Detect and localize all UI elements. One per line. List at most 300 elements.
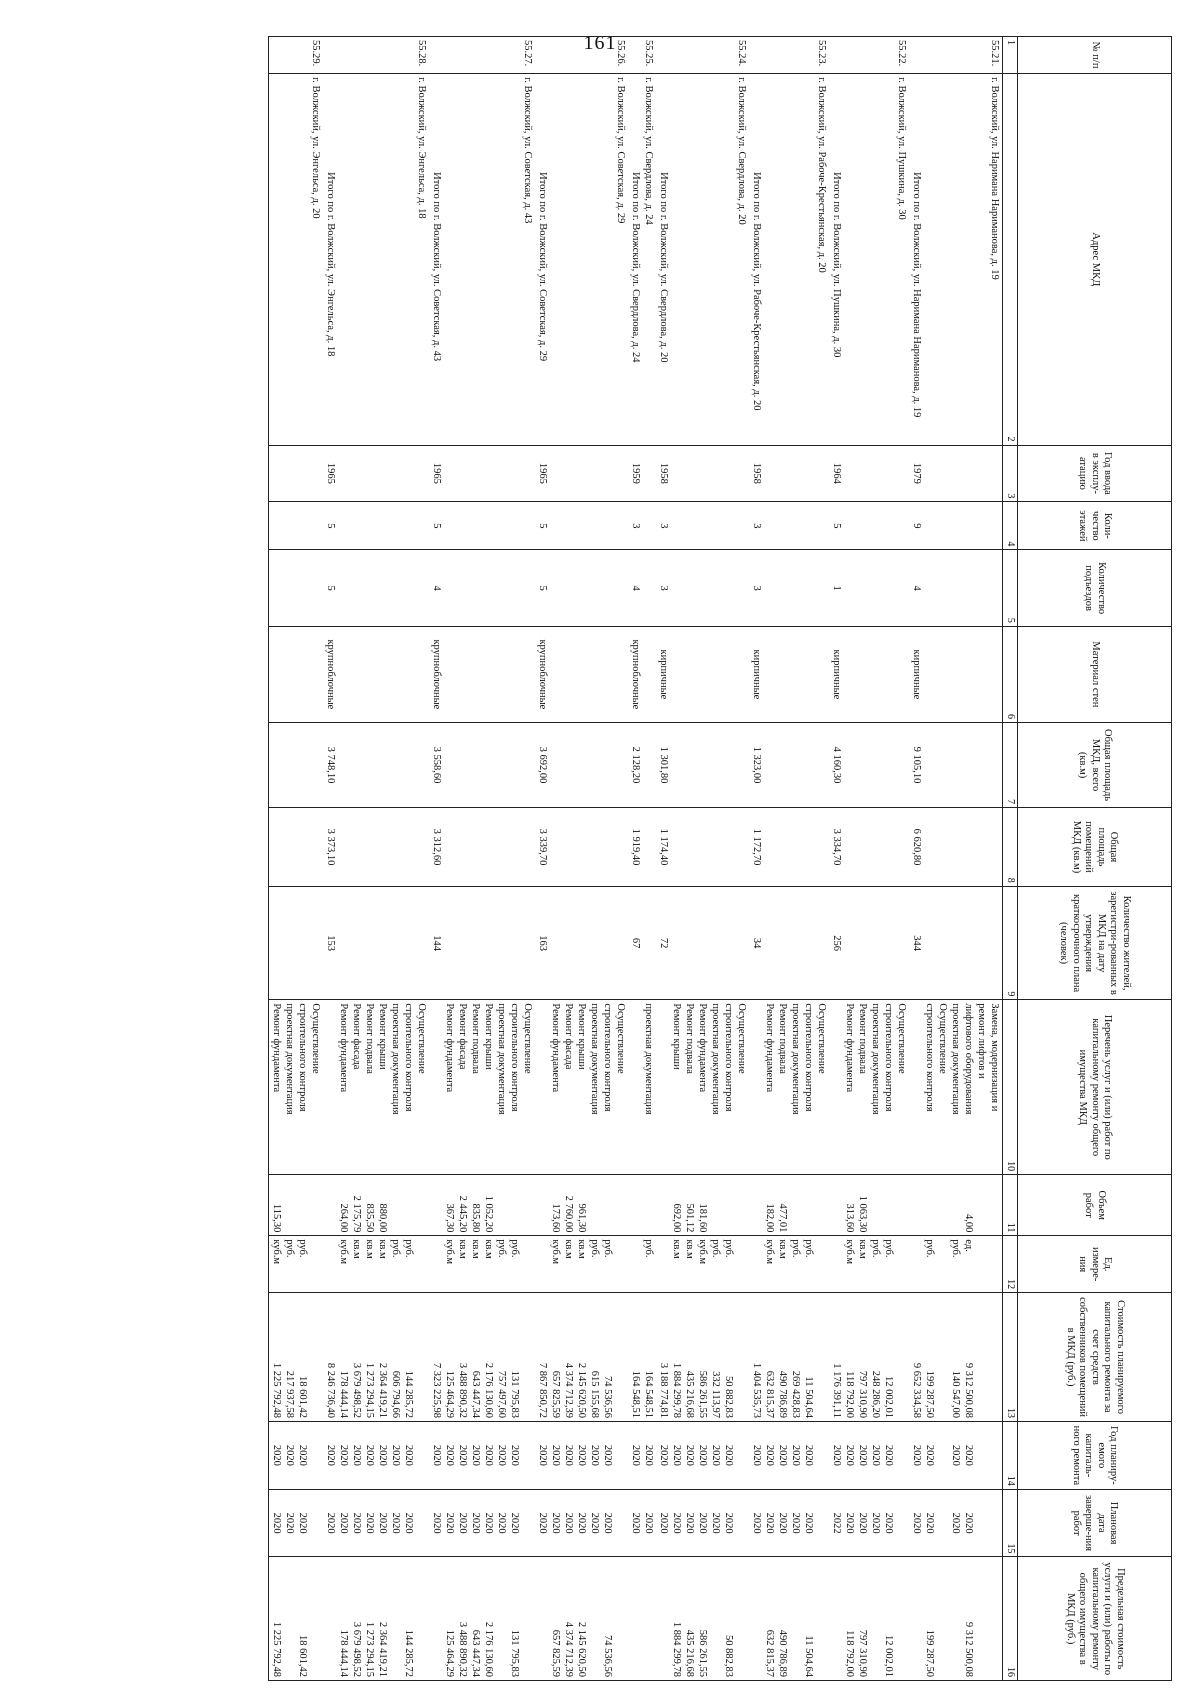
commission-year-line	[936, 449, 949, 499]
commission-year-line	[443, 449, 456, 499]
completion-year-line: 2020	[857, 1512, 868, 1534]
completion-year-line: 2020	[630, 1512, 641, 1534]
plan-year	[829, 1422, 909, 1490]
work-volume-line	[735, 1178, 748, 1232]
area-premises-line	[722, 811, 735, 883]
area-total-line	[696, 726, 709, 804]
plan-year-line: 2020	[589, 1444, 600, 1466]
wall-material	[829, 626, 909, 722]
area-premises-line	[882, 811, 895, 883]
entrances-line	[521, 553, 534, 622]
column-header-3: Год ввода в эксплу-атацию	[1018, 445, 1172, 502]
residents-line: 67	[630, 937, 641, 949]
area-total	[535, 722, 628, 807]
commission-year-line	[549, 449, 562, 499]
address: г. Волжский, ул. Советская, д. 43	[522, 77, 533, 224]
area-total-line	[601, 726, 614, 804]
floors-line: 5	[325, 523, 336, 529]
limit-cost-line	[936, 1560, 949, 1677]
limit-cost-line: 1 273 294,15	[364, 1621, 375, 1677]
commission-year-line	[562, 449, 575, 499]
spacer	[588, 77, 601, 441]
work-volume-line	[508, 1178, 521, 1232]
plan-year-line: 2020	[297, 1444, 308, 1466]
floors-line	[670, 505, 683, 546]
area-premises	[628, 808, 656, 887]
work-cost-line: 435 216,68	[684, 1370, 695, 1419]
completion-year	[628, 1489, 656, 1557]
completion-year-line: 2020	[563, 1512, 574, 1534]
wall-material-line	[735, 630, 748, 719]
residents-line	[549, 890, 562, 997]
limit-cost-line: 199 287,50	[924, 1629, 935, 1677]
residents	[269, 886, 324, 1000]
entrances-line	[882, 553, 895, 622]
entrances-line	[802, 553, 815, 622]
area-premises-line	[614, 811, 627, 883]
work-cost-line: 1 884 299,78	[671, 1362, 682, 1419]
area-total	[829, 722, 909, 807]
commission-year-line	[350, 449, 363, 499]
floors	[909, 502, 1003, 550]
plan-year-line: 2020	[777, 1444, 788, 1466]
work-unit	[429, 1236, 535, 1293]
completion-year-line: 2020	[589, 1512, 600, 1534]
wall-material-line	[521, 630, 534, 719]
spacer	[389, 77, 402, 441]
work-unit-line	[536, 1239, 549, 1289]
commission-year-line: 1958	[658, 462, 669, 484]
column-header-8: Общая площадь помещений МКД (кв.м)	[1018, 808, 1172, 887]
area-total-line	[575, 726, 588, 804]
area-premises-line	[562, 811, 575, 883]
area-premises	[749, 808, 829, 887]
area-total	[429, 722, 535, 807]
completion-year-line: 2020	[509, 1512, 520, 1534]
plan-year-line	[309, 1425, 322, 1486]
area-premises-line	[389, 811, 402, 883]
area-premises-line	[683, 811, 696, 883]
entrances-line	[588, 553, 601, 622]
work-cost-line: 8 246 736,40	[325, 1362, 336, 1419]
column-header-11: Объем работ	[1018, 1175, 1172, 1236]
plan-year-line: 2020	[602, 1444, 613, 1466]
work-cost-line: 118 792,00	[844, 1371, 855, 1419]
work-cost-line: 643 447,34	[470, 1370, 481, 1419]
completion-year-line	[735, 1493, 748, 1554]
spacer	[722, 77, 735, 441]
limit-cost-line	[309, 1560, 322, 1677]
work-unit-line: куб.м	[271, 1239, 282, 1265]
area-total	[656, 722, 749, 807]
total-label: Итого по г. Волжский, ул. Пушкина, д. 30	[831, 172, 842, 358]
work-cost-line: 74 536,56	[602, 1376, 613, 1419]
area-total-line	[722, 726, 735, 804]
work-volume-line	[882, 1178, 895, 1232]
work-volume-line: 835,80	[470, 1203, 481, 1233]
entrances-line	[789, 553, 802, 622]
floors-line: 5	[431, 523, 442, 529]
completion-year-line: 2020	[924, 1512, 935, 1534]
work-cost-line: 178 444,14	[338, 1370, 349, 1419]
residents	[656, 886, 749, 1000]
work-unit	[909, 1236, 1003, 1293]
work-volume-line: 182,00	[764, 1203, 775, 1233]
floors-line	[549, 505, 562, 546]
completion-year-line: 2020	[723, 1512, 734, 1534]
residents-line	[815, 890, 828, 997]
work-name: проектная документация	[589, 1003, 600, 1115]
limit-cost-line	[869, 1560, 882, 1677]
work-volume-line: 173,60	[550, 1203, 561, 1233]
area-premises-line: 3 373,10	[325, 828, 336, 866]
wall-material-line	[722, 630, 735, 719]
entrances-line	[923, 553, 936, 622]
commission-year-line	[495, 449, 508, 499]
residents	[535, 886, 628, 1000]
work-unit-line: ед.	[963, 1239, 974, 1252]
work-volume-line: 181,60	[697, 1203, 708, 1233]
commission-year-line: 1964	[831, 462, 842, 484]
work-unit-line: руб.	[870, 1239, 881, 1258]
completion-year-line: 2020	[431, 1512, 442, 1534]
spacer	[482, 77, 495, 441]
area-total-line	[776, 726, 789, 804]
area-premises-line	[856, 811, 869, 883]
work-cost-line: 7 323 225,98	[431, 1362, 442, 1419]
completion-year-line: 2020	[457, 1512, 468, 1534]
floors	[656, 502, 749, 550]
entrances-line: 4	[911, 585, 922, 591]
spacer	[549, 77, 562, 441]
work-cost	[749, 1293, 829, 1422]
area-total-line	[588, 726, 601, 804]
wall-material-line: кирпичные	[751, 649, 762, 700]
row-number: 55.25.	[628, 37, 656, 74]
limit-cost-line	[988, 1560, 1001, 1677]
work-cost	[535, 1293, 628, 1422]
column-header-12: Ед. измере-ния	[1018, 1236, 1172, 1293]
plan-year-line: 2020	[643, 1444, 654, 1466]
work-volume-line: 2 175,79	[351, 1195, 362, 1233]
work-unit-line: руб.	[589, 1239, 600, 1258]
floors	[628, 502, 656, 550]
entrances-line	[456, 553, 469, 622]
floors-line	[575, 505, 588, 546]
residents-line: 256	[831, 935, 842, 951]
entrances-line	[895, 553, 908, 622]
wall-material-line	[337, 630, 350, 719]
commission-year-line	[802, 449, 815, 499]
plan-year-line	[815, 1425, 828, 1486]
work-unit-line: кв.м	[351, 1239, 362, 1259]
work-name: Ремонт подвала	[857, 1003, 868, 1074]
limit-cost-line: 18 601,42	[297, 1635, 308, 1677]
completion-year-line: 2020	[576, 1512, 587, 1534]
floors-line	[696, 505, 709, 546]
limit-cost-line: 3 679 498,52	[351, 1621, 362, 1677]
completion-year-line	[521, 1493, 534, 1554]
work-name: проектная документация	[790, 1003, 801, 1115]
completion-year-line: 2020	[496, 1512, 507, 1534]
area-total-line: 1 301,80	[658, 746, 669, 784]
area-premises-line	[402, 811, 415, 883]
area-total-line	[642, 726, 655, 804]
limit-cost-line	[789, 1560, 802, 1677]
limit-cost	[269, 1557, 324, 1681]
area-total-line: 2 128,20	[630, 746, 641, 784]
commission-year-line	[856, 449, 869, 499]
plan-year-line	[988, 1425, 1001, 1486]
commission-year	[909, 445, 1003, 502]
plan-year-line: 2020	[924, 1444, 935, 1466]
address-cell	[535, 74, 628, 445]
total-label: Итого по г. Волжский, ул. Наримана Нариманова, д. 19	[911, 172, 922, 418]
entrances-line	[363, 553, 376, 622]
limit-cost-line: 74 536,56	[602, 1635, 613, 1677]
completion-year-line: 2020	[483, 1512, 494, 1534]
area-total-line	[337, 726, 350, 804]
wall-material-line: крупноблочные	[537, 639, 548, 710]
area-premises-line	[776, 811, 789, 883]
limit-cost	[535, 1557, 628, 1681]
floors	[323, 502, 429, 550]
entrances-line	[601, 553, 614, 622]
area-total	[749, 722, 829, 807]
plan-year-line: 2020	[537, 1444, 548, 1466]
plan-year-line: 2020	[325, 1444, 336, 1466]
address-cell	[749, 74, 829, 445]
work-unit-line: руб.	[602, 1239, 613, 1258]
plan-year-line	[614, 1425, 627, 1486]
wall-material-line	[815, 630, 828, 719]
floors-line	[776, 505, 789, 546]
work-cost	[628, 1293, 656, 1422]
plan-year-line: 2020	[870, 1444, 881, 1466]
entrances-line	[415, 553, 428, 622]
work-unit-line	[895, 1239, 908, 1289]
wall-material-line	[962, 630, 975, 719]
completion-year-line: 2020	[671, 1512, 682, 1534]
work-unit-line: руб.	[790, 1239, 801, 1258]
wall-material-line	[763, 630, 776, 719]
entrances-line	[508, 553, 521, 622]
work-cost-line: 3 188 774,81	[658, 1362, 669, 1419]
plan-year-line: 2020	[364, 1444, 375, 1466]
area-premises	[269, 808, 324, 887]
plan-year-line: 2020	[470, 1444, 481, 1466]
area-total-line	[482, 726, 495, 804]
residents	[628, 886, 656, 1000]
work-unit-line: руб.	[390, 1239, 401, 1258]
table-row	[429, 37, 535, 1681]
limit-cost-line	[495, 1560, 508, 1677]
work-volume	[628, 1175, 656, 1236]
completion-year-line: 2020	[338, 1512, 349, 1534]
area-total-line: 3 692,00	[537, 746, 548, 784]
work-name: Ремонт крыши	[483, 1003, 494, 1070]
area-total-line: 3 558,60	[431, 746, 442, 784]
area-total-line	[670, 726, 683, 804]
commission-year-line	[670, 449, 683, 499]
spacer	[789, 77, 802, 441]
work-cost-line: 586 261,55	[697, 1370, 708, 1419]
residents-line	[415, 890, 428, 997]
area-total-line	[802, 726, 815, 804]
area-premises-line	[642, 811, 655, 883]
work-name: Ремонт фасада	[351, 1003, 362, 1070]
commission-year-line	[709, 449, 722, 499]
entrances	[656, 550, 749, 626]
floors-line	[802, 505, 815, 546]
area-total-line	[962, 726, 975, 804]
work-name: Осуществление	[416, 1003, 427, 1074]
floors-line	[508, 505, 521, 546]
work-unit-line	[988, 1239, 1001, 1289]
work-cost-line: 9 652 334,58	[911, 1362, 922, 1419]
work-cost-line: 757 497,60	[496, 1370, 507, 1419]
completion-year-line: 2020	[764, 1512, 775, 1534]
works-list	[323, 1000, 429, 1175]
floors-line	[521, 505, 534, 546]
column-number-2: 2	[1003, 74, 1018, 445]
plan-year-line: 2020	[911, 1444, 922, 1466]
residents-line	[869, 890, 882, 997]
work-volume-line	[722, 1178, 735, 1232]
spacer	[962, 77, 975, 441]
work-volume-line	[642, 1178, 655, 1232]
area-total-line	[949, 726, 962, 804]
residents-line	[683, 890, 696, 997]
work-volume-line: 501,12	[684, 1203, 695, 1233]
plan-year-line	[735, 1425, 748, 1486]
works-list	[749, 1000, 829, 1175]
work-name	[430, 1003, 443, 1171]
work-unit	[323, 1236, 429, 1293]
area-premises-line	[895, 811, 908, 883]
work-name: Ремонт подвала	[470, 1003, 481, 1074]
work-cost-line: 2 176 130,60	[483, 1362, 494, 1419]
completion-year-line: 2020	[364, 1512, 375, 1534]
completion-year-line: 2020	[777, 1512, 788, 1534]
work-cost-line: 269 428,83	[790, 1370, 801, 1419]
area-total	[628, 722, 656, 807]
work-unit-line	[936, 1239, 949, 1289]
residents-line	[789, 890, 802, 997]
area-total-line	[843, 726, 856, 804]
residents-line	[614, 890, 627, 997]
wall-material-line	[389, 630, 402, 719]
entrances-line	[337, 553, 350, 622]
wall-material-line	[709, 630, 722, 719]
work-volume-line	[283, 1178, 296, 1232]
column-header-9: Количество жителей, зарегистри-рованных в МКД на дату утверждения краткосрочного плана (человек)	[1018, 886, 1172, 1000]
work-cost-line: 490 786,89	[777, 1370, 788, 1419]
residents-line	[363, 890, 376, 997]
area-premises	[323, 808, 429, 887]
plan-year-line: 2020	[844, 1444, 855, 1466]
limit-cost-line	[521, 1560, 534, 1677]
floors-line	[642, 505, 655, 546]
work-volume-line: 1 052,20	[483, 1195, 494, 1233]
work-unit	[829, 1236, 909, 1293]
limit-cost-line	[830, 1560, 843, 1677]
column-header-5: Количество подъездов	[1018, 550, 1172, 626]
residents-line	[722, 890, 735, 997]
commission-year-line: 1959	[630, 462, 641, 484]
work-cost-line: 11 504,64	[803, 1376, 814, 1419]
commission-year-line: 1965	[325, 462, 336, 484]
area-total-line	[363, 726, 376, 804]
entrances-line	[562, 553, 575, 622]
work-unit-line: куб.м	[550, 1239, 561, 1265]
plan-year-line: 2020	[351, 1444, 362, 1466]
limit-cost-line: 586 261,55	[697, 1629, 708, 1677]
entrances	[829, 550, 909, 626]
floors-line	[363, 505, 376, 546]
commission-year-line: 1979	[911, 462, 922, 484]
residents-line	[482, 890, 495, 997]
limit-cost-line: 435 216,68	[684, 1629, 695, 1677]
wall-material-line	[456, 630, 469, 719]
capital-repair-plan-table	[268, 36, 1172, 1681]
residents-line	[469, 890, 482, 997]
work-cost-line	[895, 1296, 908, 1418]
area-total-line	[549, 726, 562, 804]
work-cost-line: 140 547,00	[950, 1370, 961, 1419]
floors-line: 5	[537, 523, 548, 529]
address: г. Волжский, ул. Советская, д. 29	[615, 77, 626, 224]
completion-year-line: 2020	[883, 1512, 894, 1534]
commission-year-line	[735, 449, 748, 499]
work-unit	[656, 1236, 749, 1293]
work-unit-line	[324, 1239, 337, 1289]
work-volume-line	[923, 1178, 936, 1232]
work-unit-line: руб.	[643, 1239, 654, 1258]
work-cost-line: 164 548,51	[630, 1370, 641, 1419]
work-name: строительного контроля	[723, 1003, 734, 1112]
column-number-10: 10	[1003, 1000, 1018, 1175]
work-cost-line	[815, 1296, 828, 1418]
work-volume-line	[588, 1178, 601, 1232]
spacer	[601, 77, 614, 441]
area-total-line	[975, 726, 988, 804]
work-cost	[829, 1293, 909, 1422]
plan-year-line: 2020	[338, 1444, 349, 1466]
commission-year-line	[895, 449, 908, 499]
column-number-12: 12	[1003, 1236, 1018, 1293]
column-number-11: 11	[1003, 1175, 1018, 1236]
work-unit-line	[415, 1239, 428, 1289]
work-unit-line	[657, 1239, 670, 1289]
work-volume-line	[789, 1178, 802, 1232]
limit-cost	[749, 1557, 829, 1681]
work-volume-line	[521, 1178, 534, 1232]
works-list	[909, 1000, 1003, 1175]
work-cost-line: 4 374 712,39	[563, 1362, 574, 1419]
entrances-line	[683, 553, 696, 622]
work-cost-line: 1 273 294,15	[364, 1362, 375, 1419]
entrances-line	[722, 553, 735, 622]
completion-year	[749, 1489, 829, 1557]
commission-year	[269, 445, 324, 502]
work-unit-line: руб.	[509, 1239, 520, 1258]
spacer	[696, 77, 709, 441]
area-premises-line	[456, 811, 469, 883]
spacer	[575, 77, 588, 441]
completion-year-line: 2020	[351, 1512, 362, 1534]
entrances	[269, 550, 324, 626]
